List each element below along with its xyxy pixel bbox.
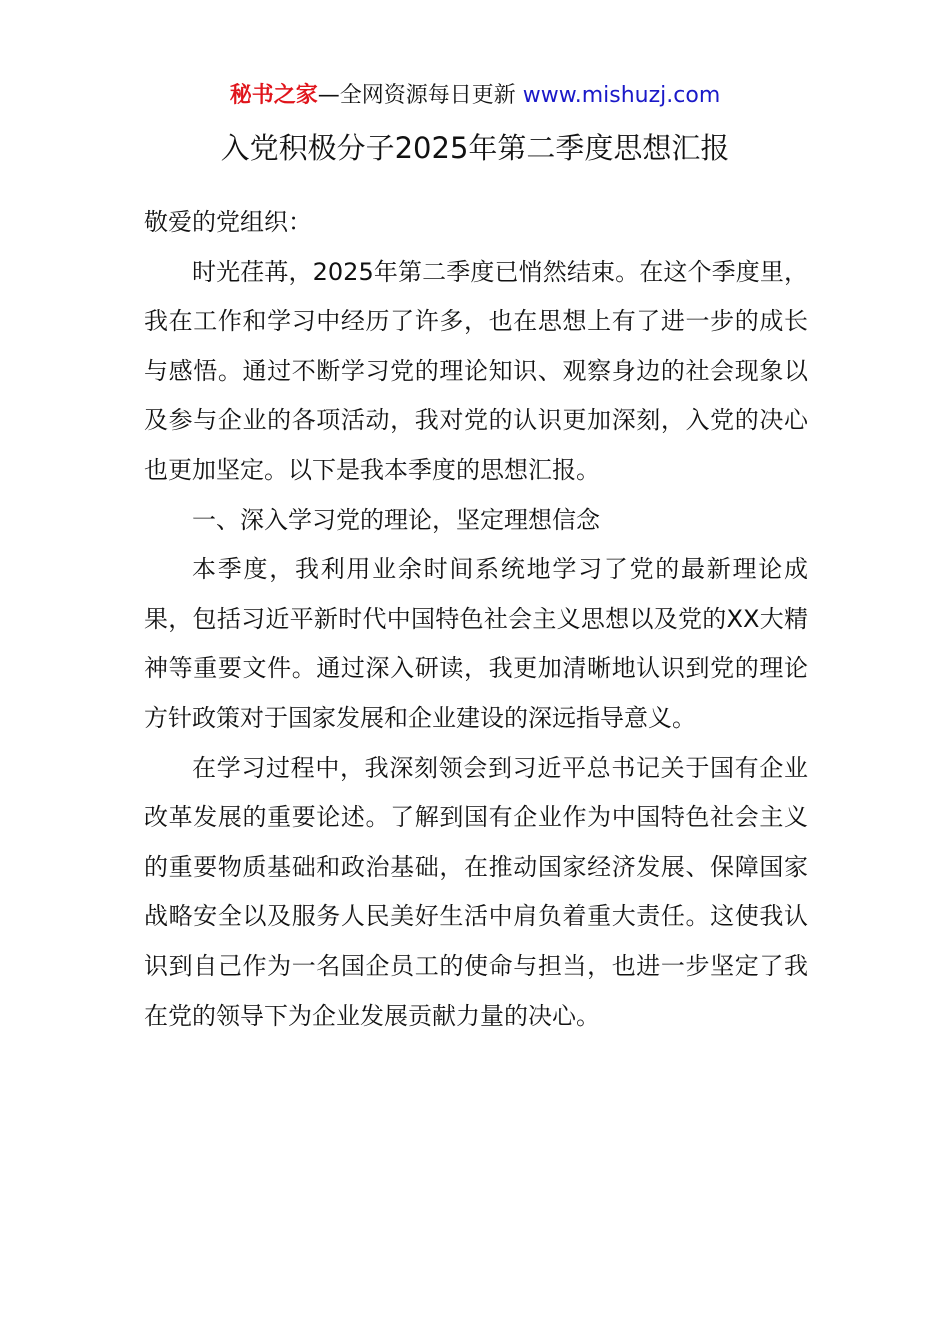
document-body: [144, 198, 808, 1041]
salutation: 敬爱的党组织：: [144, 208, 312, 236]
document-title: 入党积极分子2025年第二季度思想汇报: [220, 131, 730, 165]
site-url-link[interactable]: www.mishuzj.com: [522, 83, 721, 108]
body-paragraph: 本季度，我利用业余时间系统地学习了党的最新理论成果，包括习近平新时代中国特色社会主义思想以及党的XX大精神等重要文件。通过深入研读，我更加清晰地认识到党的理论方针政策对于国家发展和企业建设的深远指导意义。: [144, 555, 808, 732]
site-brand: 秘书之家: [229, 83, 318, 108]
site-tagline: —全网资源每日更新: [317, 83, 516, 108]
section-heading: 一、深入学习党的理论，坚定理想信念: [192, 505, 600, 534]
site-header: [0, 80, 950, 112]
body-paragraph: 在学习过程中，我深刻领会到习近平总书记关于国有企业改革发展的重要论述。了解到国有企业作为中国特色社会主义的重要物质基础和政治基础，在推动国家经济发展、保障国家战略安全以及服务人民美好生活中肩负着重大责任。这使我认识到自己作为一名国企员工的使命与担当，也进一步坚定了我在党的领导下为企业发展贡献力量的决心。: [144, 753, 808, 1030]
intro-paragraph: 时光荏苒，2025年第二季度已悄然结束。在这个季度里，我在工作和学习中经历了许多，也在思想上有了进一步的成长与感悟。通过不断学习党的理论知识、观察身边的社会现象以及参与企业的各项活动，我对党的认识更加深刻，入党的决心也更加坚定。以下是我本季度的思想汇报。: [144, 257, 808, 484]
